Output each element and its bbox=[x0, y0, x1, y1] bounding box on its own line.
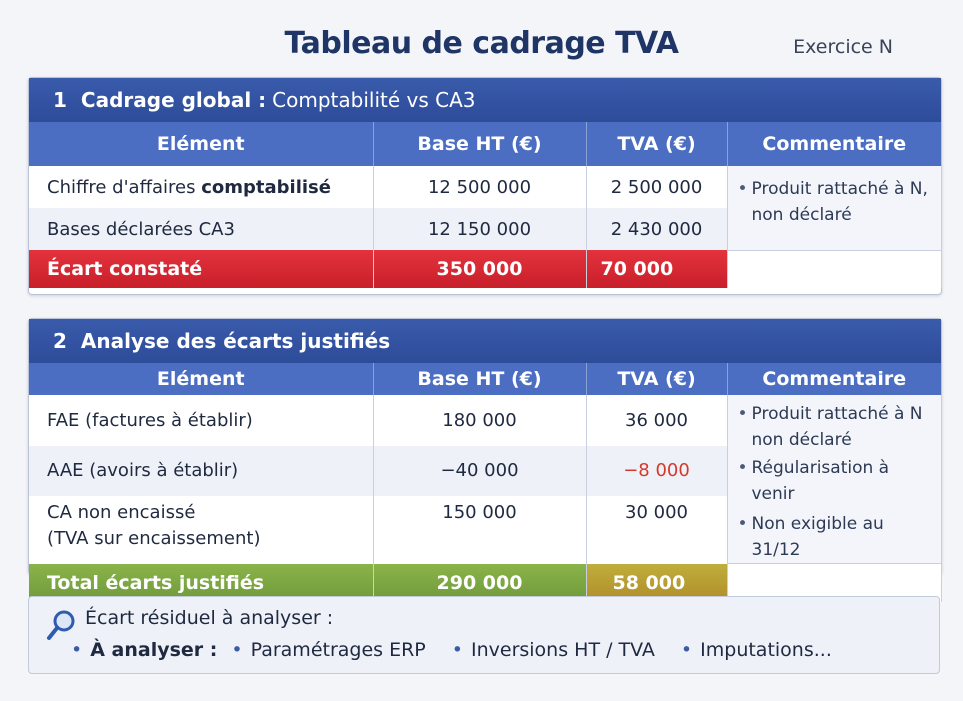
row-base: 12 150 000 bbox=[373, 208, 586, 250]
residual-item: Imputations... bbox=[700, 639, 832, 661]
total-tva: 58 000 bbox=[586, 564, 727, 602]
column-header-comment: Commentaire bbox=[727, 122, 941, 166]
row-label: FAE (factures à établir) bbox=[29, 395, 373, 446]
total-label: Total écarts justifiés bbox=[29, 564, 373, 602]
residual-item: Paramétrages ERP bbox=[250, 639, 426, 661]
column-header-tva: TVA (€) bbox=[586, 363, 727, 395]
total-tva: 70 000 bbox=[586, 250, 727, 288]
table-row bbox=[29, 166, 941, 208]
row-label: Bases déclarées CA3 bbox=[29, 208, 373, 250]
row-base: 150 000 bbox=[373, 496, 586, 563]
residual-item: Inversions HT / TVA bbox=[470, 639, 655, 661]
row-tva: 30 000 bbox=[586, 496, 727, 563]
section-1-title-normal: Comptabilité vs CA3 bbox=[272, 88, 476, 112]
row-tva: 2 500 000 bbox=[586, 166, 727, 208]
row-comment bbox=[727, 395, 941, 564]
comment-text: Régularisation à venir bbox=[751, 458, 890, 504]
page-title: Tableau de cadrage TVA bbox=[284, 26, 679, 61]
row-label-normal: Chiffre d'affaires bbox=[47, 176, 196, 198]
section-2-title: Analyse des écarts justifiés bbox=[80, 329, 391, 353]
section-global-framing bbox=[28, 77, 942, 295]
column-header-base: Base HT (€) bbox=[373, 122, 586, 166]
table-header-row bbox=[29, 122, 941, 166]
row-base: −40 000 bbox=[373, 446, 586, 497]
column-header-base: Base HT (€) bbox=[373, 363, 586, 395]
table-row bbox=[29, 395, 941, 446]
total-comment-empty bbox=[727, 250, 941, 288]
row-label bbox=[29, 496, 373, 563]
row-base: 12 500 000 bbox=[373, 166, 586, 208]
section-1-number: 1 bbox=[53, 88, 67, 112]
comment-text: Produit rattaché à N non déclaré bbox=[751, 404, 923, 450]
residual-lead: À analyser : bbox=[90, 639, 218, 661]
residual-gap-box bbox=[28, 596, 940, 674]
comment-text: Non exigible au 31/12 bbox=[751, 514, 884, 560]
row-comment bbox=[727, 166, 941, 250]
comment-item: • Régularisation à venir bbox=[738, 455, 933, 507]
row-tva-negative: −8 000 bbox=[586, 446, 727, 497]
exercise-label: Exercice N bbox=[793, 36, 893, 58]
comment-item: • Produit rattaché à N non déclaré bbox=[738, 401, 933, 453]
section-2-table bbox=[29, 363, 942, 602]
total-row bbox=[29, 250, 941, 288]
row-tva: 36 000 bbox=[586, 395, 727, 446]
section-2-header bbox=[29, 319, 941, 363]
comment-item: • Produit rattaché à N, non déclaré bbox=[738, 176, 933, 228]
row-label-line2: (TVA sur encaissement) bbox=[47, 528, 261, 550]
row-label-bold: comptabilisé bbox=[201, 176, 331, 198]
comment-text: Produit rattaché à N, non déclaré bbox=[751, 179, 928, 225]
section-1-header bbox=[29, 78, 941, 122]
column-header-element: Elément bbox=[29, 122, 373, 166]
row-label bbox=[29, 166, 373, 208]
column-header-tva: TVA (€) bbox=[586, 122, 727, 166]
total-base: 290 000 bbox=[373, 564, 586, 602]
table-header-row bbox=[29, 363, 941, 395]
row-label: AAE (avoirs à établir) bbox=[29, 446, 373, 497]
row-tva: 2 430 000 bbox=[586, 208, 727, 250]
section-2-number: 2 bbox=[53, 329, 67, 353]
row-label-line1: CA non encaissé bbox=[47, 502, 196, 524]
section-justified-gaps bbox=[28, 318, 942, 594]
section-1-table bbox=[29, 122, 942, 288]
total-label: Écart constaté bbox=[29, 250, 373, 288]
total-base: 350 000 bbox=[373, 250, 586, 288]
residual-items: • À analyser : • Paramétrages ERP • Inversions HT / TVA • Imputations... bbox=[71, 639, 832, 661]
column-header-comment: Commentaire bbox=[727, 363, 941, 395]
comment-item: • Non exigible au 31/12 bbox=[738, 511, 933, 563]
residual-title: Écart résiduel à analyser : bbox=[85, 607, 334, 629]
section-1-title-bold: Cadrage global : bbox=[80, 88, 267, 112]
column-header-element: Elément bbox=[29, 363, 373, 395]
row-base: 180 000 bbox=[373, 395, 586, 446]
